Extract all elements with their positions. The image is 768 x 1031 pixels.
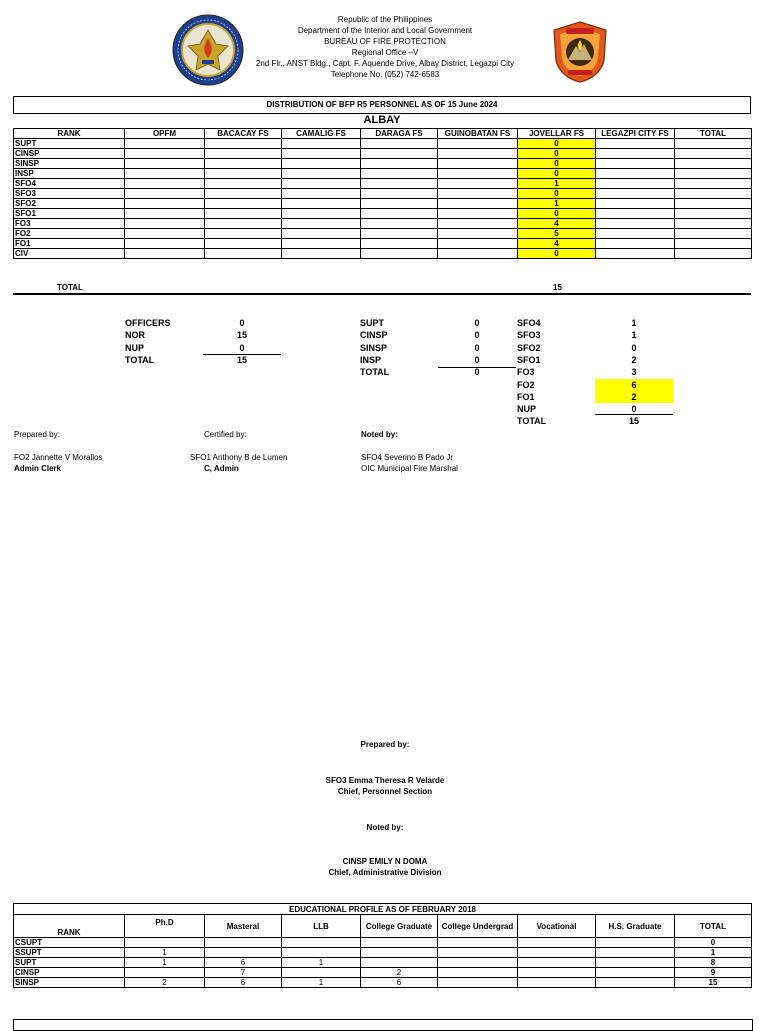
empty-cell bbox=[361, 189, 438, 199]
value-cell bbox=[596, 968, 675, 978]
rank-cell: SFO4 bbox=[14, 179, 125, 189]
rank-cell: SFO3 bbox=[14, 189, 125, 199]
empty-cell bbox=[125, 169, 205, 179]
value-cell bbox=[205, 938, 282, 948]
value-cell bbox=[438, 978, 518, 988]
rank-cell: CINSP bbox=[14, 149, 125, 159]
column-header: CAMALIG FS bbox=[282, 129, 361, 139]
prepared-by-label: Prepared by: bbox=[14, 430, 60, 439]
empty-cell bbox=[125, 219, 205, 229]
value-cell bbox=[518, 938, 596, 948]
empty-cell bbox=[282, 189, 361, 199]
empty-cell bbox=[205, 229, 282, 239]
summary-label: NUP bbox=[125, 342, 145, 353]
empty-cell bbox=[125, 199, 205, 209]
value-cell: 1 bbox=[282, 978, 361, 988]
table-row bbox=[14, 958, 752, 968]
column-header: College Undergrad bbox=[438, 915, 518, 938]
empty-cell bbox=[675, 169, 752, 179]
value-cell: 6 bbox=[361, 978, 438, 988]
table-row bbox=[14, 199, 752, 209]
rank-cell: CINSP bbox=[14, 968, 125, 978]
value-cell bbox=[282, 948, 361, 958]
column-header: LEGAZPI CITY FS bbox=[596, 129, 675, 139]
summary-label: SFO3 bbox=[517, 330, 541, 341]
value-cell bbox=[596, 978, 675, 988]
empty-cell bbox=[438, 219, 518, 229]
summary-label: TOTAL bbox=[360, 367, 390, 378]
rank-cell: SFO1 bbox=[14, 209, 125, 219]
summary-value: 0 bbox=[239, 342, 245, 353]
empty-cell bbox=[282, 149, 361, 159]
empty-cell bbox=[675, 239, 752, 249]
noted-by-name: SFO4 Severino B Pado Jr bbox=[361, 453, 454, 462]
value-cell bbox=[518, 958, 596, 968]
rank-cell: INSP bbox=[14, 169, 125, 179]
empty-cell bbox=[205, 139, 282, 149]
header-line-1: Republic of the Philippines bbox=[337, 15, 433, 24]
distribution-total-row bbox=[13, 282, 751, 293]
jovellar-cell: 1 bbox=[518, 199, 596, 209]
empty-cell bbox=[125, 229, 205, 239]
rank-cell: FO1 bbox=[14, 239, 125, 249]
total-cell: 15 bbox=[675, 978, 752, 988]
empty-cell bbox=[438, 239, 518, 249]
value-cell bbox=[361, 958, 438, 968]
total-cell: 0 bbox=[675, 938, 752, 948]
empty-cell bbox=[282, 159, 361, 169]
value-cell bbox=[438, 948, 518, 958]
summary-value: 0 bbox=[474, 342, 480, 353]
column-header: H.S. Graduate bbox=[596, 915, 675, 938]
column-header: OPFM bbox=[125, 129, 205, 139]
empty-cell bbox=[596, 219, 675, 229]
summary-label: INSP bbox=[360, 354, 382, 365]
second-prepared-label: Prepared by: bbox=[360, 740, 410, 749]
column-header: LLB bbox=[282, 915, 361, 938]
column-header: College Graduate bbox=[361, 915, 438, 938]
empty-cell bbox=[675, 209, 752, 219]
value-cell: 7 bbox=[205, 968, 282, 978]
empty-cell bbox=[675, 219, 752, 229]
value-cell bbox=[282, 968, 361, 978]
empty-cell bbox=[438, 199, 518, 209]
empty-cell bbox=[205, 199, 282, 209]
summary-value: 0 bbox=[474, 330, 480, 341]
empty-cell bbox=[596, 189, 675, 199]
education-title: EDUCATIONAL PROFILE AS OF FEBRUARY 2018 bbox=[14, 904, 752, 915]
summary-label: SFO4 bbox=[517, 318, 541, 328]
rank-cell: SINSP bbox=[14, 159, 125, 169]
summary-value: 1 bbox=[631, 318, 637, 328]
summary-label: OFFICERS bbox=[125, 318, 171, 328]
empty-cell bbox=[675, 149, 752, 159]
value-cell bbox=[282, 938, 361, 948]
column-header: DARAGA FS bbox=[361, 129, 438, 139]
value-cell bbox=[596, 938, 675, 948]
value-cell bbox=[438, 968, 518, 978]
empty-cell bbox=[361, 159, 438, 169]
empty-cell bbox=[438, 169, 518, 179]
distribution-table bbox=[13, 128, 752, 259]
summary-value: 0 bbox=[239, 318, 245, 328]
empty-cell bbox=[438, 149, 518, 159]
table-row bbox=[14, 169, 752, 179]
summary-label: FO2 bbox=[517, 379, 535, 390]
empty-cell bbox=[205, 179, 282, 189]
empty-cell bbox=[282, 179, 361, 189]
value-cell: 1 bbox=[125, 958, 205, 968]
column-header: Vocational bbox=[518, 915, 596, 938]
value-cell: 2 bbox=[361, 968, 438, 978]
empty-cell bbox=[125, 239, 205, 249]
empty-cell bbox=[282, 199, 361, 209]
education-header-row bbox=[14, 915, 752, 938]
summary-label: TOTAL bbox=[125, 354, 155, 365]
table-row bbox=[14, 209, 752, 219]
value-cell: 6 bbox=[205, 958, 282, 968]
column-header: BACACAY FS bbox=[205, 129, 282, 139]
empty-cell bbox=[282, 169, 361, 179]
value-cell bbox=[596, 958, 675, 968]
prepared-by-title: Admin Clerk bbox=[14, 464, 62, 473]
value-cell bbox=[518, 968, 596, 978]
empty-cell bbox=[125, 189, 205, 199]
empty-cell bbox=[282, 249, 361, 259]
value-cell bbox=[205, 948, 282, 958]
certified-by-label: Certified by: bbox=[204, 430, 247, 439]
summary-label: SFO1 bbox=[517, 354, 541, 365]
empty-cell bbox=[361, 239, 438, 249]
empty-cell bbox=[125, 159, 205, 169]
rank-cell: CSUPT bbox=[14, 938, 125, 948]
certified-by-title: C, Admin bbox=[204, 464, 239, 473]
total-cell: 8 bbox=[675, 958, 752, 968]
summary-label: FO3 bbox=[517, 367, 535, 378]
empty-cell bbox=[596, 249, 675, 259]
empty-cell bbox=[596, 199, 675, 209]
rank-cell: SSUPT bbox=[14, 948, 125, 958]
rank-cell: CIV bbox=[14, 249, 125, 259]
rank-cell: FO3 bbox=[14, 219, 125, 229]
value-cell: 2 bbox=[125, 978, 205, 988]
empty-cell bbox=[361, 139, 438, 149]
noted-by-title: OIC Municipal Fire Marshal bbox=[361, 464, 458, 473]
total-label: TOTAL bbox=[57, 283, 83, 292]
jovellar-cell: 1 bbox=[518, 179, 596, 189]
empty-cell bbox=[438, 209, 518, 219]
rank-cell: SUPT bbox=[14, 958, 125, 968]
empty-cell bbox=[596, 149, 675, 159]
header-line-6: Telephone No. (052) 742-6583 bbox=[330, 70, 440, 79]
value-cell bbox=[361, 948, 438, 958]
value-cell bbox=[518, 978, 596, 988]
empty-cell bbox=[205, 219, 282, 229]
empty-cell bbox=[282, 219, 361, 229]
rank-cell: SFO2 bbox=[14, 199, 125, 209]
empty-cell bbox=[675, 159, 752, 169]
column-header: GUINOBATAN FS bbox=[438, 129, 518, 139]
jovellar-cell: 4 bbox=[518, 219, 596, 229]
underline bbox=[595, 414, 673, 415]
summary-value: 2 bbox=[595, 391, 673, 403]
empty-cell bbox=[361, 209, 438, 219]
empty-cell bbox=[125, 179, 205, 189]
value-cell bbox=[438, 938, 518, 948]
summary-value: 1 bbox=[631, 330, 637, 341]
empty-cell bbox=[596, 239, 675, 249]
empty-cell bbox=[596, 139, 675, 149]
jovellar-cell: 5 bbox=[518, 229, 596, 239]
prepared-by-name: FO2 Jannette V Morallos bbox=[14, 453, 103, 462]
column-header: JOVELLAR FS bbox=[518, 129, 596, 139]
empty-cell bbox=[675, 229, 752, 239]
total-cell: 1 bbox=[675, 948, 752, 958]
summary-value: 0 bbox=[474, 367, 480, 378]
empty-cell bbox=[675, 139, 752, 149]
empty-cell bbox=[438, 159, 518, 169]
jovellar-cell: 0 bbox=[518, 139, 596, 149]
empty-cell bbox=[125, 209, 205, 219]
total-value: 15 bbox=[553, 283, 562, 292]
value-cell: 1 bbox=[125, 948, 205, 958]
empty-cell bbox=[361, 179, 438, 189]
divider bbox=[13, 293, 751, 295]
jovellar-cell: 0 bbox=[518, 249, 596, 259]
summary-label: SUPT bbox=[360, 318, 385, 328]
rank-cell: SINSP bbox=[14, 978, 125, 988]
second-noted-title: Chief, Administrative Division bbox=[328, 868, 442, 877]
empty-cell bbox=[205, 239, 282, 249]
table-row bbox=[14, 239, 752, 249]
summary-value: 15 bbox=[628, 416, 639, 427]
empty-cell bbox=[125, 249, 205, 259]
value-cell bbox=[596, 948, 675, 958]
second-prepared-name: SFO3 Emma Theresa R Velarde bbox=[325, 776, 445, 785]
empty-cell bbox=[282, 139, 361, 149]
column-header: TOTAL bbox=[675, 129, 752, 139]
second-noted-name: CINSP EMILY N DOMA bbox=[342, 857, 428, 866]
empty-cell bbox=[205, 249, 282, 259]
summary-value: 0 bbox=[631, 342, 637, 353]
table-row bbox=[14, 179, 752, 189]
summary-label: TOTAL bbox=[517, 416, 547, 427]
empty-cell bbox=[438, 179, 518, 189]
empty-cell bbox=[282, 209, 361, 219]
summary-label: FO1 bbox=[517, 391, 535, 402]
empty-cell bbox=[438, 189, 518, 199]
empty-cell bbox=[205, 209, 282, 219]
column-header: RANK bbox=[14, 915, 125, 938]
empty-cell bbox=[125, 149, 205, 159]
empty-cell bbox=[361, 169, 438, 179]
empty-cell bbox=[205, 149, 282, 159]
summary-label: NUP bbox=[517, 404, 537, 415]
summary-label: SINSP bbox=[360, 342, 388, 353]
jovellar-cell: 0 bbox=[518, 189, 596, 199]
value-cell bbox=[125, 938, 205, 948]
value-cell bbox=[518, 948, 596, 958]
empty-cell bbox=[675, 179, 752, 189]
underline bbox=[438, 367, 516, 368]
rank-cell: FO2 bbox=[14, 229, 125, 239]
second-noted-label: Noted by: bbox=[366, 823, 404, 832]
empty-cell bbox=[361, 219, 438, 229]
education-table bbox=[13, 903, 752, 988]
header-line-3: BUREAU OF FIRE PROTECTION bbox=[324, 37, 446, 46]
summary-value: 15 bbox=[236, 330, 247, 341]
noted-by-label: Noted by: bbox=[361, 430, 398, 439]
distribution-title: DISTRIBUTION OF BFP R5 PERSONNEL AS OF 15 June 2024 bbox=[13, 96, 751, 114]
second-prepared-title: Chief, Personnel Section bbox=[337, 787, 433, 796]
empty-cell bbox=[596, 169, 675, 179]
table-row bbox=[14, 219, 752, 229]
rank-cell: SUPT bbox=[14, 139, 125, 149]
value-cell: 6 bbox=[205, 978, 282, 988]
empty-cell bbox=[675, 199, 752, 209]
empty-cell bbox=[361, 249, 438, 259]
jovellar-cell: 0 bbox=[518, 169, 596, 179]
summary-label: SFO2 bbox=[517, 342, 541, 353]
table-row bbox=[14, 938, 752, 948]
table-row bbox=[14, 968, 752, 978]
jovellar-cell: 0 bbox=[518, 149, 596, 159]
total-cell: 9 bbox=[675, 968, 752, 978]
column-header: RANK bbox=[14, 129, 125, 139]
distribution-header-row bbox=[14, 129, 752, 139]
empty-cell bbox=[361, 149, 438, 159]
summary-value: 0 bbox=[631, 404, 637, 415]
table-row bbox=[14, 139, 752, 149]
empty-cell bbox=[596, 229, 675, 239]
summary-value: 3 bbox=[631, 367, 637, 378]
empty-cell bbox=[282, 239, 361, 249]
table-row bbox=[14, 978, 752, 988]
column-header: Ph.D bbox=[125, 915, 205, 938]
empty-cell bbox=[438, 139, 518, 149]
empty-cell bbox=[438, 249, 518, 259]
jovellar-cell: 0 bbox=[518, 159, 596, 169]
summary-value: 6 bbox=[595, 379, 673, 391]
empty-cell bbox=[125, 139, 205, 149]
empty-cell bbox=[675, 189, 752, 199]
empty-cell bbox=[205, 189, 282, 199]
table-row bbox=[14, 249, 752, 259]
empty-cell bbox=[596, 179, 675, 189]
empty-cell bbox=[596, 159, 675, 169]
table-row bbox=[14, 229, 752, 239]
empty-cell bbox=[205, 169, 282, 179]
header-line-5: 2nd Flr., ANST Bldg., Capt. F. Aquende Drive, Albay District, Legazpi City bbox=[255, 59, 515, 68]
column-header: TOTAL bbox=[675, 915, 752, 938]
next-page-table-edge bbox=[13, 1019, 753, 1031]
table-row bbox=[14, 189, 752, 199]
column-header: Masteral bbox=[205, 915, 282, 938]
table-row bbox=[14, 149, 752, 159]
value-cell bbox=[438, 958, 518, 968]
header-line-4: Regional Office –V bbox=[351, 48, 419, 57]
empty-cell bbox=[675, 249, 752, 259]
jovellar-cell: 4 bbox=[518, 239, 596, 249]
table-row bbox=[14, 948, 752, 958]
empty-cell bbox=[596, 209, 675, 219]
underline bbox=[203, 354, 281, 355]
summary-value: 15 bbox=[236, 354, 247, 365]
empty-cell bbox=[361, 199, 438, 209]
empty-cell bbox=[282, 229, 361, 239]
empty-cell bbox=[438, 229, 518, 239]
table-row bbox=[14, 159, 752, 169]
summary-value: 0 bbox=[474, 354, 480, 365]
empty-cell bbox=[205, 159, 282, 169]
summary-label: CINSP bbox=[360, 330, 388, 341]
value-cell: 1 bbox=[282, 958, 361, 968]
summary-label: NOR bbox=[125, 330, 145, 341]
header-line-2: Department of the Interior and Local Government bbox=[297, 26, 473, 35]
province-title: ALBAY bbox=[363, 114, 401, 126]
summary-value: 2 bbox=[631, 354, 637, 365]
value-cell bbox=[125, 968, 205, 978]
empty-cell bbox=[361, 229, 438, 239]
value-cell bbox=[361, 938, 438, 948]
certified-by-name: SFO1 Anthony B de Lumen bbox=[190, 453, 288, 462]
jovellar-cell: 0 bbox=[518, 209, 596, 219]
summary-value: 0 bbox=[474, 318, 480, 328]
